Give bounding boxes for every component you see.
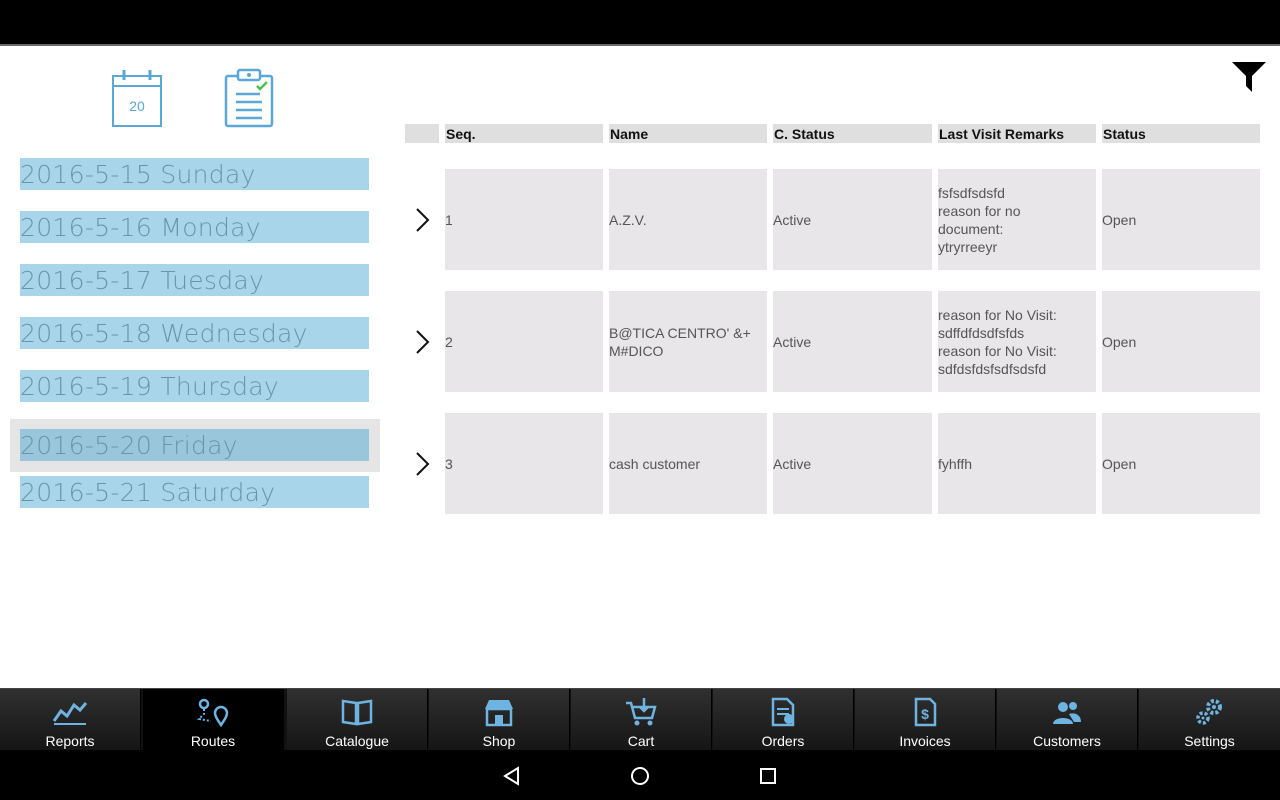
nav-label: Orders [761, 733, 805, 749]
day-bar [20, 211, 369, 243]
cart-icon [623, 697, 659, 727]
nav-settings[interactable] [1139, 689, 1280, 751]
day-label: 2016-5-18 Wednesday [20, 319, 308, 348]
orders-document-icon [765, 697, 801, 727]
nav-routes[interactable] [143, 689, 284, 751]
nav-label: Settings [1184, 733, 1235, 749]
nav-customers[interactable] [997, 689, 1138, 751]
catalogue-book-icon [339, 697, 375, 727]
day-item-2[interactable] [10, 260, 380, 313]
bottom-nav-bar [0, 688, 1280, 750]
header-c-status: C. Status [773, 124, 932, 143]
nav-orders[interactable] [713, 689, 854, 751]
cell-text: Open [1102, 455, 1137, 472]
table-row-1-name[interactable] [609, 169, 767, 270]
table-row-3-c-status[interactable] [773, 413, 932, 514]
svg-text:$: $ [921, 706, 929, 722]
table-row-2-seq[interactable] [445, 291, 603, 392]
home-circle-icon[interactable] [628, 764, 652, 788]
expand-row-chevron-icon[interactable] [412, 450, 432, 478]
table-row-2-remarks[interactable] [938, 291, 1096, 392]
nav-label: Cart [627, 733, 655, 749]
day-label: 2016-5-15 Sunday [20, 160, 256, 189]
day-item-3[interactable] [10, 313, 380, 366]
day-bar [20, 317, 369, 349]
table-row-2-status[interactable] [1102, 291, 1260, 392]
nav-label: Invoices [899, 733, 951, 749]
day-bar [20, 476, 369, 508]
day-bar [20, 429, 369, 461]
recents-square-icon[interactable] [756, 764, 780, 788]
back-triangle-icon[interactable] [500, 764, 524, 788]
header-status: Status [1102, 124, 1260, 143]
cell-text: fsfsdfsdsfd reason for no document: ytryrreeyr [938, 184, 1021, 255]
header-name: Name [609, 124, 767, 143]
cell-text: cash customer [609, 455, 701, 472]
day-bar [20, 158, 369, 190]
filter-icon[interactable] [1230, 60, 1268, 94]
cell-text: fyhffh [938, 455, 972, 472]
day-bar [20, 264, 369, 296]
day-label: 2016-5-19 Thursday [20, 372, 279, 401]
reports-chart-icon [52, 697, 88, 727]
cell-text: Open [1102, 211, 1137, 228]
day-item-0[interactable] [10, 154, 380, 207]
routes-screen [0, 48, 1280, 688]
day-label: 2016-5-20 Friday [20, 431, 238, 460]
cell-text: 3 [445, 455, 453, 472]
cell-text: Open [1102, 333, 1137, 350]
calendar-day-number: 20 [129, 98, 145, 114]
table-row-1-remarks[interactable] [938, 169, 1096, 270]
day-bar [20, 370, 369, 402]
nav-label: Shop [482, 733, 516, 749]
day-label: 2016-5-16 Monday [20, 213, 261, 242]
expand-row-chevron-icon[interactable] [412, 206, 432, 234]
shop-store-icon [481, 697, 517, 727]
day-item-1[interactable] [10, 207, 380, 260]
day-item-5-selected[interactable] [10, 419, 380, 472]
day-item-4[interactable] [10, 366, 380, 419]
nav-label: Catalogue [325, 733, 389, 749]
nav-catalogue[interactable] [287, 689, 428, 751]
routes-map-icon [195, 697, 231, 727]
cell-text: 2 [445, 333, 453, 350]
table-row-2-c-status[interactable] [773, 291, 932, 392]
table-row-3-remarks[interactable] [938, 413, 1096, 514]
cell-text: Active [773, 211, 812, 228]
cell-text: Active [773, 455, 812, 472]
cell-text: 1 [445, 211, 453, 228]
customers-people-icon [1049, 697, 1085, 727]
header-last-visit-remarks: Last Visit Remarks [938, 124, 1096, 143]
cell-text: reason for No Visit: sdffdfdsdfsfds reason for No Visit: sdfdsfdsfsdfsdsfd [938, 306, 1057, 377]
table-row-1-seq[interactable] [445, 169, 603, 270]
table-row-2-name[interactable] [609, 291, 767, 392]
nav-label: Reports [45, 733, 95, 749]
cell-text: Active [773, 333, 812, 350]
calendar-icon[interactable] [110, 68, 164, 130]
nav-label: Customers [1033, 733, 1101, 749]
nav-shop[interactable] [429, 689, 570, 751]
table-row-1-status[interactable] [1102, 169, 1260, 270]
header-expand-column [405, 124, 439, 143]
day-label: 2016-5-17 Tuesday [20, 266, 265, 295]
header-seq: Seq. [445, 124, 603, 143]
system-navigation-bar [0, 750, 1280, 800]
nav-invoices[interactable] [855, 689, 996, 751]
nav-reports[interactable] [0, 689, 141, 751]
nav-cart[interactable] [571, 689, 712, 751]
invoices-dollar-icon [907, 697, 943, 727]
nav-label: Routes [190, 733, 236, 749]
cell-text: B@TICA CENTRO' &+ M#DICO [609, 324, 751, 359]
table-row-1-c-status[interactable] [773, 169, 932, 270]
day-list [10, 154, 380, 525]
status-bar [0, 0, 1280, 46]
table-row-3-seq[interactable] [445, 413, 603, 514]
table-row-3-status[interactable] [1102, 413, 1260, 514]
settings-gears-icon [1192, 697, 1228, 727]
expand-row-chevron-icon[interactable] [412, 328, 432, 356]
day-label: 2016-5-21 Saturday [20, 478, 276, 507]
table-row-3-name[interactable] [609, 413, 767, 514]
cell-text: A.Z.V. [609, 211, 647, 228]
clipboard-check-icon[interactable] [222, 68, 276, 130]
day-item-6[interactable] [10, 472, 380, 525]
